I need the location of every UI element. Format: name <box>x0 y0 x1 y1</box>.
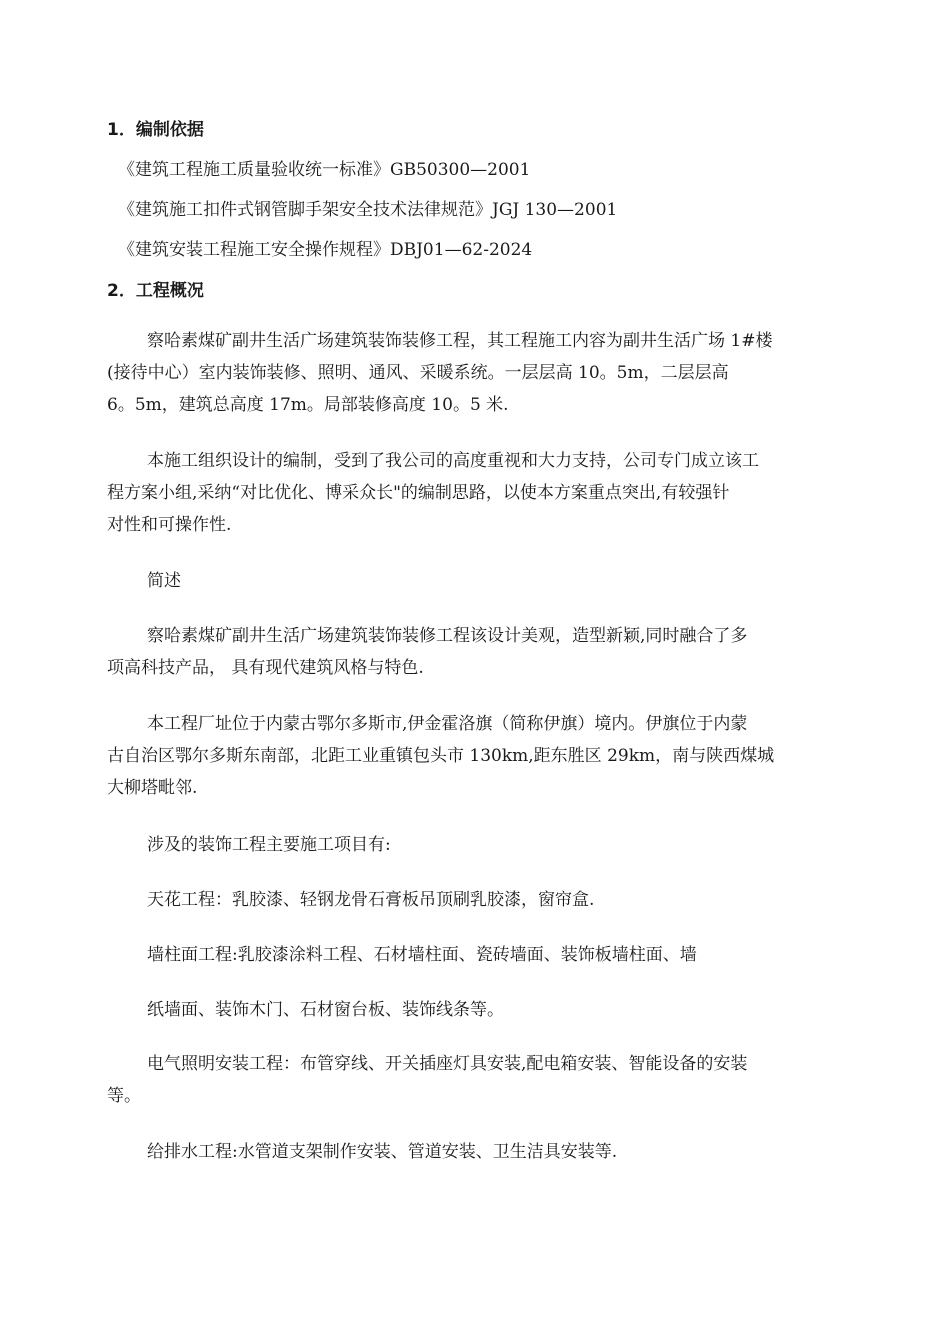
reference-item: 《建筑工程施工质量验收统一标准》GB50300—2001 <box>118 160 531 180</box>
paragraph-line: 古自治区鄂尔多斯东南部，北距工业重镇包头市 130km,距东胜区 29km，南与陕西煤城 <box>107 746 775 766</box>
reference-item: 《建筑施工扣件式钢管脚手架安全技术法律规范》JGJ 130—2001 <box>118 200 618 220</box>
paragraph-line: 察哈素煤矿副井生活广场建筑装饰装修工程，其工程施工内容为副井生活广场 1#楼 <box>147 331 773 351</box>
item-water: 给排水工程:水管道支架制作安装、管道安装、卫生洁具安装等. <box>147 1142 618 1162</box>
section1-heading: 1．编制依据 <box>107 120 204 140</box>
item-ceiling: 天花工程：乳胶漆、轻钢龙骨石膏板吊顶刷乳胶漆，窗帘盒. <box>147 890 595 910</box>
paragraph-line: 察哈素煤矿副井生活广场建筑装饰装修工程该设计美观，造型新颖,同时融合了多 <box>147 626 748 646</box>
reference-item: 《建筑安装工程施工安全操作规程》DBJ01—62-2024 <box>118 240 533 260</box>
paragraph-line: 等。 <box>107 1086 141 1106</box>
paragraph-line: 本工程厂址位于内蒙古鄂尔多斯市,伊金霍洛旗（简称伊旗）境内。伊旗位于内蒙 <box>147 714 748 734</box>
paragraph-line: 大柳塔毗邻. <box>107 778 198 798</box>
paragraph-line: (接待中心）室内装饰装修、照明、通风、采暖系统。一层层高 10。5m，二层层高 <box>107 363 729 383</box>
paragraph-line: 项高科技产品， 具有现代建筑风格与特色. <box>107 658 424 678</box>
items-intro: 涉及的装饰工程主要施工项目有: <box>147 835 391 855</box>
summary-title: 简述 <box>147 571 181 591</box>
paragraph-line: 对性和可操作性. <box>107 515 232 535</box>
section2-heading: 2．工程概况 <box>107 281 204 301</box>
paragraph-line: 程方案小组,采纳“对比优化、博采众长"的编制思路，以使本方案重点突出,有较强针 <box>107 483 730 503</box>
paragraph-line: 6。5m，建筑总高度 17m。局部装修高度 10。5 米. <box>107 395 509 415</box>
item-wall: 墙柱面工程:乳胶漆涂料工程、石材墙柱面、瓷砖墙面、装饰板墙柱面、墙 <box>147 945 697 965</box>
item-wall-continued: 纸墙面、装饰木门、石材窗台板、装饰线条等。 <box>147 1000 504 1020</box>
paragraph-line: 电气照明安装工程：布管穿线、开关插座灯具安装,配电箱安装、智能设备的安装 <box>147 1054 748 1074</box>
paragraph-line: 本施工组织设计的编制，受到了我公司的高度重视和大力支持，公司专门成立该工 <box>147 451 759 471</box>
